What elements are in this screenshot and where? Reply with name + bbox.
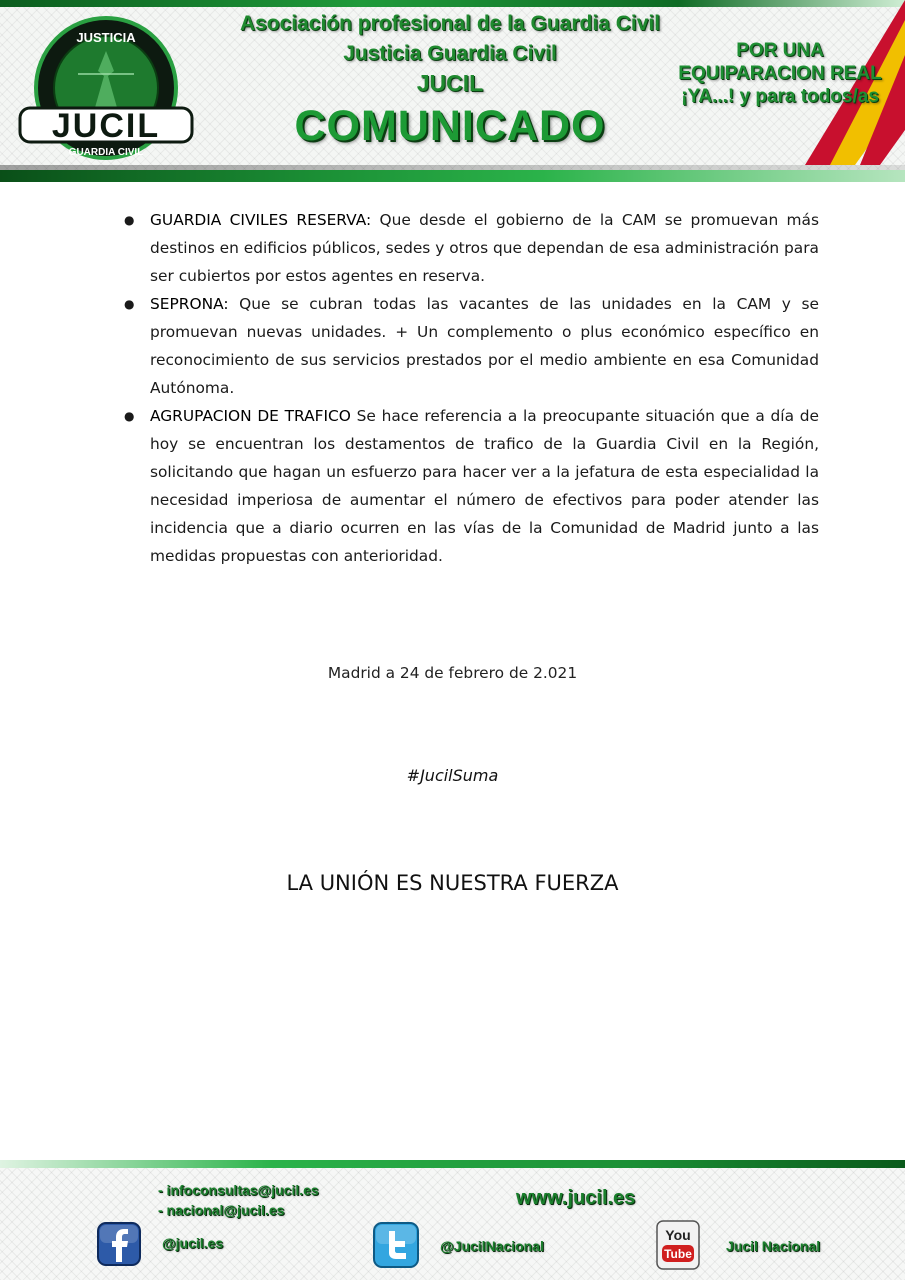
contact-email-info[interactable]: - infoconsultas@jucil.es (158, 1182, 319, 1198)
website-link[interactable]: www.jucil.es (516, 1187, 636, 1209)
slogan-line-2: EQUIPARACION REAL (678, 63, 882, 84)
list-item-term: AGRUPACION DE TRAFICO (150, 407, 351, 425)
logo-top-text: JUSTICIA (76, 30, 136, 45)
bullet-icon: ● (124, 409, 135, 423)
list-item-text: Que desde el gobierno de la CAM se promuevan más destinos en edificios públicos, sedes y otros que dependan de esa administración para ser cubiertos por estos agentes en reserva. (150, 211, 819, 285)
twitter-handle[interactable]: @JucilNacional (440, 1238, 544, 1254)
footer-top-stripe (0, 1160, 905, 1168)
logo-bottom-text: GUARDIA CIVIL (68, 147, 144, 158)
facebook-icon[interactable] (97, 1222, 141, 1266)
list-item-term: GUARDIA CIVILES RESERVA: (150, 211, 372, 229)
slogan-line-3: ¡YA...! y para todos/as (681, 86, 879, 107)
association-name: Justicia Guardia Civil (343, 42, 557, 65)
list-item-text: Se hace referencia a la preocupante situación que a día de hoy se encuentran los destamentos de trafico de la Guardia Civil en la Región, solicitando que hagan un esfuerzo para hacer ver a la jefatura de esta especialidad la necesidad imperiosa de aumentar el número de efectivos para poder atender las incidencia que a diario ocurren en las vías de la Comunidad de Madrid junto a las medidas propuestas con anterioridad. (150, 407, 819, 565)
facebook-handle[interactable]: @jucil.es (162, 1235, 224, 1251)
logo-main-text: JUCIL (51, 107, 161, 145)
document-type-title: COMUNICADO (294, 102, 606, 150)
youtube-logo-you: You (665, 1227, 691, 1243)
association-acronym: JUCIL (416, 70, 484, 96)
association-title: Asociación profesional de la Guardia Civil (239, 12, 661, 35)
footer (0, 1160, 905, 1280)
list-item (122, 402, 819, 570)
hashtag: #JucilSuma (406, 766, 499, 785)
list-item (122, 206, 819, 290)
communique-body (122, 206, 819, 570)
youtube-channel[interactable]: Jucil Nacional (726, 1238, 821, 1254)
list-item (122, 290, 819, 402)
letterhead (0, 0, 905, 182)
list-item-term: SEPRONA: (150, 295, 229, 313)
slogan-line-1: POR UNA (736, 40, 824, 61)
bullet-icon: ● (124, 297, 135, 311)
youtube-icon[interactable] (656, 1220, 700, 1270)
demands-list (122, 206, 819, 570)
youtube-logo-tube: Tube (664, 1247, 692, 1261)
jucil-logo (18, 16, 194, 166)
contact-email-national[interactable]: - nacional@jucil.es (158, 1202, 285, 1218)
bullet-icon: ● (124, 213, 135, 227)
date-line: Madrid a 24 de febrero de 2.021 (327, 664, 578, 682)
header-top-stripe (0, 0, 905, 7)
motto: LA UNIÓN ES NUESTRA FUERZA (286, 871, 619, 895)
twitter-icon[interactable] (373, 1222, 419, 1268)
list-item-text: Que se cubran todas las vacantes de las unidades en la CAM y se promuevan nuevas unidades. + Un complemento o plus económico específico en reconocimiento de sus servicios prestados por el medio ambiente en esa Comunidad Autónoma. (150, 295, 819, 397)
header-bottom-stripe (0, 170, 905, 182)
